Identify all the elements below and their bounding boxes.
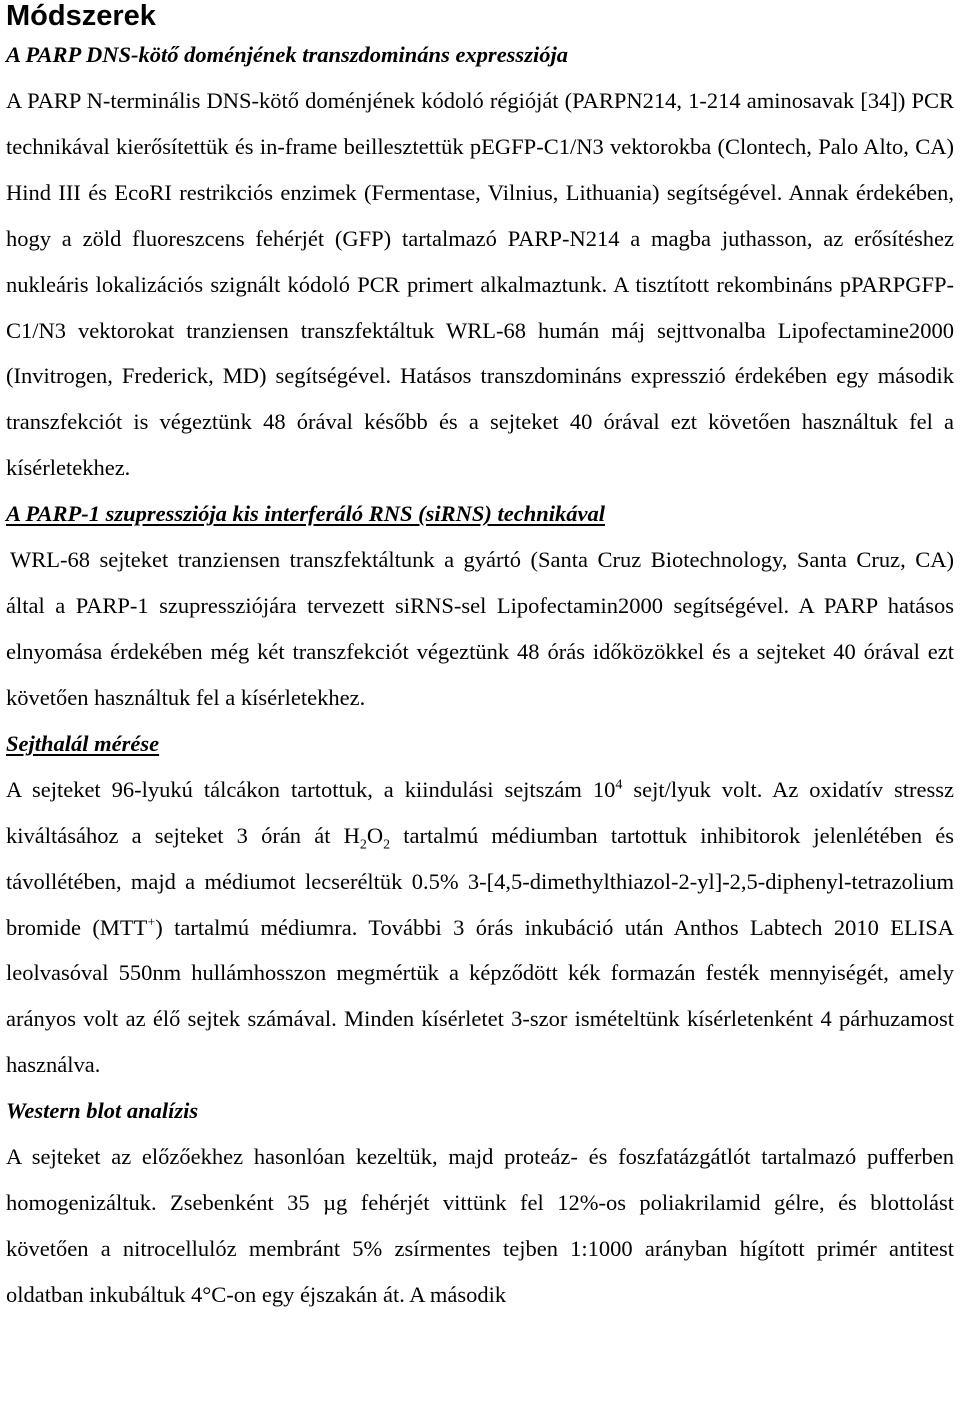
- text-run: sejt/lyuk volt. Az oxidatív stressz kiváltásához a sejteket 3 órán át H: [6, 776, 954, 848]
- paragraph-parp-dns: A PARP N-terminális DNS-kötő doménjének kódoló régióját (PARPN214, 1-214 aminosavak [34]) PCR technikával kierősítettük és in-frame beillesztettük pEGFP-C1/N3 vektorokba (Clontech, Palo Alto, CA) Hind III és EcoRI restrikciós enzimek (Fermentase, Vilnius, Lithuania) segítségével. Annak érdekében, hogy a zöld fluoreszcens fehérjét (GFP) tartalmazó PARP-N214 a magba juthasson, az erősítéshez nukleáris lokalizációs szignált kódoló PCR primert alkalmaztunk. A tisztított rekombináns pPARPGFP-C1/N3 vektorokat tranziensen transzfektáltuk WRL-68 humán máj sejttvonalba Lipofectamine2000 (Invitrogen, Frederick, MD) segítségével. Hatásos transzdomináns expresszió érdekében egy második transzfekciót is végeztünk 48 órával később és a sejteket 40 órával ezt követően használtuk fel a kísérletekhez.: [6, 88, 954, 481]
- superscript: 4: [615, 777, 623, 793]
- superscript: +: [147, 915, 156, 930]
- section-heading-sirns: A PARP-1 szupressziója kis interferáló RNS (siRNS) technikával: [6, 501, 606, 527]
- subscript: 2: [383, 837, 391, 853]
- section-heading-western-blot: Western blot analízis: [6, 1098, 199, 1124]
- subscript: 2: [359, 837, 367, 853]
- paragraph-western-blot: A sejteket az előzőekhez hasonlóan kezeltük, majd proteáz- és foszfatázgátlót tartalmazó pufferben homogenizáltuk. Zsebenként 35 µg fehérjét vittünk fel 12%-os poliakrilamid gélre, és blottolást követően a nitrocellulóz membránt 5% zsírmentes tejben 1:1000 arányban hígított primér antitest oldatban inkubáltuk 4°C-on egy éjszakán át. A második: [6, 1144, 954, 1307]
- page-title: Módszerek: [6, 0, 156, 32]
- section-heading-parp-dns: A PARP DNS-kötő doménjének transzdomináns expressziója: [6, 42, 568, 67]
- text-run: O: [366, 822, 384, 848]
- text-run: tartalmú médiumban tartottuk inhibitorok jelenlétében és távollétében, majd a médiumot lecseréltük 0.5% 3-[4,5-dimethylthiazol-2-yl]-2,5-diphenyl-tetrazolium bromide (MTT: [6, 822, 954, 940]
- text-run: ) tartalmú médiumra. További 3 órás inkubáció után Anthos Labtech 2010 ELISA leolvasóval 550nm hullámhosszon megmértük a képződött kék formazán festék mennyiségét, amely arányos volt az élő sejtek számával. Minden kísérletet 3-szor ismételtünk kísérletenként 4 párhuzamost használva.: [6, 914, 954, 1078]
- paragraph-sejthalal: [6, 767, 954, 1088]
- section-heading-sejthalal: Sejthalál mérése: [6, 730, 160, 756]
- paragraph-sirns: WRL-68 sejteket tranziensen transzfektáltunk a gyártó (Santa Cruz Biotechnology, Santa Cruz, CA) által a PARP-1 szupressziójára tervezett siRNS-sel Lipofectamin2000 segítségével. A PARP hatásos elnyomása érdekében még két transzfekciót végeztünk 48 órás időközökkel és a sejteket 40 órával ezt követően használtuk fel a kísérletekhez.: [6, 547, 954, 710]
- text-run: A sejteket 96-lyukú tálcákon tartottuk, a kiindulási sejtszám 10: [6, 776, 616, 802]
